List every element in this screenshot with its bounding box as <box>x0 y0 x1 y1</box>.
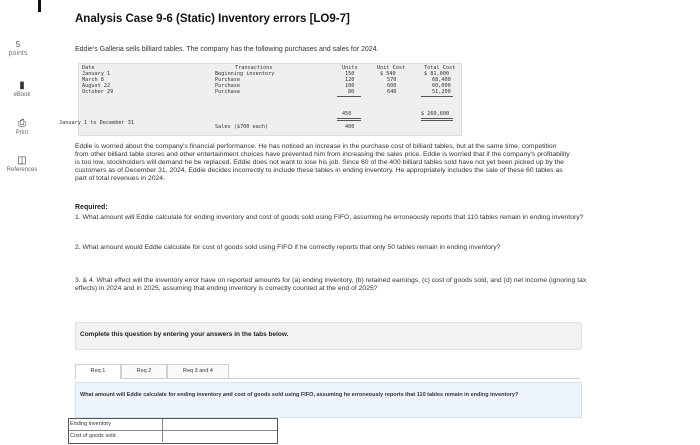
table-row-unit-cost: 600 <box>387 83 397 89</box>
table-row-total-cost: $ 81,000 <box>424 71 449 77</box>
table-row-unit-cost: 570 <box>387 77 397 83</box>
cost-double-rule-2 <box>421 120 453 121</box>
points-label: points <box>8 50 28 57</box>
ebook-label: eBook <box>13 92 31 98</box>
ebook-button[interactable] <box>0 80 44 98</box>
sales-desc: Sales ($700 each) <box>215 124 269 130</box>
references-icon: ◫ <box>17 155 27 166</box>
ending-inventory-input[interactable] <box>162 419 277 430</box>
table-row-total-cost: 51,200 <box>432 89 451 95</box>
table-row-units: 150 <box>345 71 355 77</box>
col-header-transactions: Transactions <box>235 65 273 71</box>
col-header-unit-cost: Unit Cost <box>377 65 406 71</box>
tab-question-text: What amount will Eddie calculate for ending inventory and cost of goods sold using FIFO, assuming he erroneously reports that 110 tables remain in ending inventory? <box>80 392 519 398</box>
page-title: Analysis Case 9-6 (Static) Inventory errors [LO9-7] <box>75 13 350 25</box>
table-row-date: March 8 <box>82 77 104 83</box>
table-row-total-cost: 68,400 <box>432 77 451 83</box>
print-button[interactable] <box>0 118 44 136</box>
table-row-units: 120 <box>345 77 355 83</box>
question-3-4: 3. & 4. What effect will the inventory error have on reported amounts for (a) ending inventory, (b) retained earnings, (c) cost of goods sold, and (d) net income (ignoring tax effects) in 2024 and in 2025, assuming that ending inventory is correctly counted at the end of 2025? <box>75 277 587 292</box>
table-row-desc: Purchase <box>215 89 240 95</box>
complete-banner <box>75 322 582 350</box>
answer-table <box>68 418 278 444</box>
question-2: 2. What amount would Eddie calculate for cost of goods sold using FIFO if he correctly reports that only 50 tables remain in ending inventory? <box>75 244 501 251</box>
units-double-rule-2 <box>337 120 361 121</box>
table-row-total-cost: 60,000 <box>432 83 451 89</box>
complete-banner-text: Complete this question by entering your answers in the tabs below. <box>80 331 289 338</box>
tab-question <box>75 382 582 418</box>
question-1: 1. What amount will Eddie calculate for ending inventory and cost of goods sold using FIFO, assuming he erroneously reports that 110 tables remain in ending inventory? <box>75 214 584 221</box>
cost-double-rule <box>421 118 453 119</box>
points-value: 5 <box>15 40 21 49</box>
total-units: 450 <box>342 111 352 117</box>
intro-text: Eddie's Galleria sells billiard tables. The company has the following purchases and sales for 2024. <box>75 46 379 53</box>
cogs-input[interactable] <box>162 431 277 442</box>
references-label: References <box>6 167 38 173</box>
cost-total-rule <box>421 96 453 97</box>
answer-row-cogs <box>69 431 277 442</box>
table-row-units: 100 <box>345 83 355 89</box>
answer-row-ending-inventory <box>69 419 277 431</box>
required-heading: Required: <box>75 204 108 211</box>
table-row-desc: Purchase <box>215 83 240 89</box>
printer-icon: ⎙ <box>18 118 26 129</box>
table-row-units: 80 <box>348 89 355 95</box>
table-row-date: January 1 <box>82 71 111 77</box>
table-row-desc: Beginning inventory <box>215 71 275 77</box>
table-row-unit-cost: 640 <box>387 89 397 95</box>
table-row-date: August 22 <box>82 83 111 89</box>
references-button[interactable] <box>0 155 44 173</box>
sales-units: 400 <box>345 124 355 130</box>
print-label: Print <box>15 130 29 136</box>
total-cost: $ 260,600 <box>421 111 450 117</box>
sales-date: January 1 to December 31 <box>59 120 134 126</box>
sidebar <box>0 0 50 445</box>
col-header-total-cost: Total Cost <box>424 65 456 71</box>
tab-req-1[interactable]: Req 1 <box>75 364 121 379</box>
col-header-units: Units <box>342 65 358 71</box>
transactions-table <box>59 63 462 136</box>
table-row-unit-cost: $ 540 <box>380 71 396 77</box>
tab-req-3-4[interactable]: Req 3 and 4 <box>167 364 229 378</box>
top-marker <box>38 0 41 12</box>
cogs-label: Cost of goods sold <box>70 433 116 439</box>
points-indicator <box>6 40 30 58</box>
tab-req-2[interactable]: Req 2 <box>121 364 167 378</box>
ending-inventory-label: Ending inventory <box>70 421 111 427</box>
table-row-date: October 29 <box>82 89 114 95</box>
col-header-date: Date <box>82 65 95 71</box>
units-total-rule <box>337 96 361 97</box>
units-double-rule <box>337 118 361 119</box>
tab-bar <box>75 364 580 379</box>
table-row-desc: Purchase <box>215 77 240 83</box>
scenario-paragraph: Eddie is worried about the company's financial performance. He has noticed an increase in the purchase cost of billiard tables, but at the same time, competition from other billiard table stores and other entertainment choices have prevented him from increasing the sales price. Eddie is worried that if the company's profitability is too low, stockholders will demand he be replaced. Eddie does not want to lose his job. Since 60 of the 400 billiard tables sold have not yet been picked up by the customers as of December 31, 2024, Eddie decides incorrectly to include these tables in ending inventory. He appropriately includes the sale of these 60 tables as part of total revenues in 2024. <box>75 143 570 182</box>
book-icon: ▮ <box>19 80 25 91</box>
